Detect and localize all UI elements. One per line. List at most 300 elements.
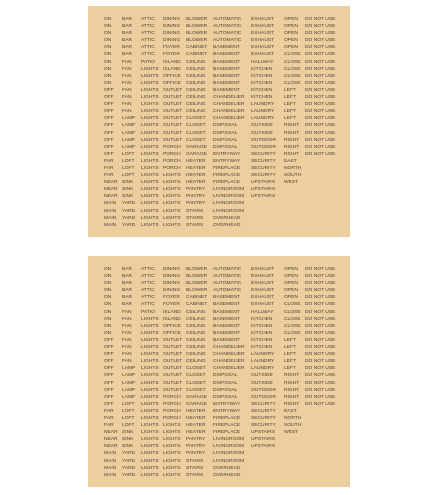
label-row (104, 408, 339, 415)
label-text: CABINET (186, 302, 208, 308)
label-text: DO NOT USE (305, 274, 336, 280)
label-text (284, 436, 305, 443)
label-text: DO NOT USE (305, 80, 336, 86)
label-text: ON (104, 281, 112, 287)
label-text: FIREPLACE (213, 423, 241, 429)
label-text: OFFICE (163, 80, 181, 86)
label-text: ISLAND (163, 59, 181, 65)
label-text: STAIRS (186, 465, 204, 471)
label-text: ATTIC (141, 281, 155, 287)
label-row (104, 23, 339, 30)
label-text: KITCHEN (251, 345, 273, 351)
label-text: GARAGE (186, 401, 207, 407)
label-text (305, 215, 339, 222)
label-row (104, 323, 339, 330)
label-text (305, 158, 339, 165)
label-text: CHANDELIER (213, 102, 245, 108)
label-text: FAR (104, 408, 114, 414)
label-row (104, 115, 339, 122)
label-text: YARD (122, 215, 136, 221)
label-text: YARD (122, 451, 136, 457)
label-row (104, 51, 339, 58)
label-text: OUTDOOR (251, 137, 276, 143)
label-text: CEILING (186, 352, 206, 358)
label-text: DO NOT USE (305, 373, 336, 379)
label-text: WEST (284, 180, 299, 186)
label-text: FOYER (163, 295, 180, 301)
label-text: YARD (122, 208, 136, 214)
label-text: DO NOT USE (305, 52, 336, 58)
label-text: OFF (104, 137, 114, 143)
label-text: FAR (104, 415, 114, 421)
label-text: ON (104, 17, 112, 22)
label-text: EAST (284, 158, 297, 164)
label-text: SINK (122, 180, 134, 186)
label-text: OPEN (284, 38, 298, 44)
label-text: EXHAUST (251, 267, 275, 272)
label-text: FAR (104, 165, 114, 171)
label-text: DINING (163, 274, 181, 280)
label-text: FAN (122, 330, 132, 336)
label-text: OPEN (284, 31, 298, 37)
label-text: LIVINGROOM (213, 187, 245, 193)
label-text: BAR (122, 17, 133, 22)
label-text: RIGHT (284, 130, 300, 136)
label-text (305, 465, 339, 472)
label-text: DO NOT USE (305, 137, 336, 143)
label-text: LIGHTS (141, 380, 159, 386)
label-text: YARD (122, 222, 136, 228)
label-text: LIGHTS (141, 194, 159, 200)
label-text: LIGHTS (141, 208, 159, 214)
label-text: DO NOT USE (305, 73, 336, 79)
label-text: LIGHTS (141, 137, 159, 143)
label-text: MAIN (104, 472, 117, 478)
label-text: OFF (104, 123, 114, 129)
label-text: BAR (122, 52, 133, 58)
label-text: EXHAUST (251, 24, 275, 30)
label-text: CEILING (186, 330, 206, 336)
label-text (305, 179, 339, 186)
label-text: BLOWER (186, 274, 208, 280)
label-text: OFF (104, 373, 114, 379)
label-text: ENTRYWAY (213, 158, 241, 164)
label-text: LIGHTS (141, 80, 159, 86)
label-text: KITCHEN (251, 66, 273, 72)
label-text: ON (104, 274, 112, 280)
label-row (104, 429, 339, 436)
label-text (305, 408, 339, 415)
label-text: SECURITY (251, 158, 276, 164)
label-text: KITCHEN (251, 87, 273, 93)
label-text: OFF (104, 387, 114, 393)
label-text: LIGHTS (141, 337, 159, 343)
label-text: LIVINGROOM (213, 451, 245, 457)
label-text: ON (104, 267, 112, 272)
label-text: NEAR (104, 430, 118, 436)
label-text: DO NOT USE (305, 87, 336, 93)
label-text: ON (104, 288, 112, 294)
label-text: CEILING (186, 309, 206, 315)
label-text: BLOWER (186, 267, 208, 272)
label-row (104, 215, 339, 222)
label-text: EXHAUST (251, 274, 275, 280)
label-text: ATTIC (141, 45, 155, 51)
label-text: LIVINGROOM (213, 208, 245, 214)
label-text: OPEN (284, 17, 298, 22)
label-text: LIVINGROOM (213, 437, 245, 443)
label-text: LIGHTS (163, 465, 181, 471)
label-text: STAIRS (186, 208, 204, 214)
label-text: OVERHEAD (213, 465, 241, 471)
label-text: EXHAUST (251, 295, 275, 301)
label-text: CLOSE (284, 66, 301, 72)
label-text: NEAR (104, 444, 118, 450)
label-text: SINK (122, 194, 134, 200)
label-text: OFF (104, 394, 114, 400)
label-text: OUTSIDE (251, 373, 273, 379)
label-text: CABINET (186, 45, 208, 51)
label-text: LAMP (122, 123, 136, 129)
label-text: DO NOT USE (305, 359, 336, 365)
label-text: LIGHTS (141, 73, 159, 79)
label-text: FIREPLACE (213, 173, 241, 179)
label-text: DO NOT USE (305, 316, 336, 322)
label-text: CABINET (186, 295, 208, 301)
label-text: BAR (122, 267, 133, 272)
label-text: RIGHT (284, 387, 300, 393)
label-text: ATTIC (141, 288, 155, 294)
label-row (104, 337, 339, 344)
label-row (104, 130, 339, 137)
label-text: DO NOT USE (305, 95, 336, 101)
label-text: OVERHEAD (213, 215, 241, 221)
label-text: FAR (104, 158, 114, 164)
label-text: PORCH (163, 408, 181, 414)
label-text: FAN (122, 316, 132, 322)
label-text: PORCH (163, 151, 181, 157)
label-row (104, 280, 339, 287)
label-text: AUTOMATIC (213, 24, 242, 30)
label-text: EXHAUST (251, 38, 275, 44)
label-text: HEATER (186, 430, 206, 436)
label-text: HEATER (186, 415, 206, 421)
label-text: CLOSET (186, 137, 206, 143)
label-row (104, 344, 339, 351)
label-text: FAR (104, 423, 114, 429)
label-text: CHANDELIER (213, 345, 245, 351)
label-text: NEAR (104, 437, 118, 443)
label-text: BAR (122, 302, 133, 308)
label-text: KITCHEN (251, 337, 273, 343)
label-text: DINING (163, 38, 181, 44)
label-text: CEILING (186, 59, 206, 65)
label-text: LEFT (284, 352, 296, 358)
label-text: OFF (104, 144, 114, 150)
label-text: CLOSE (284, 302, 301, 308)
label-text: ATTIC (141, 24, 155, 30)
label-row (104, 94, 339, 101)
label-text: AUTOMATIC (213, 281, 242, 287)
label-text: LIGHTS (141, 215, 159, 221)
label-text: LIGHTS (141, 387, 159, 393)
label-text: BASEMENT (213, 330, 240, 336)
label-row (104, 372, 339, 379)
label-text: OUTLET (163, 380, 183, 386)
label-text: SINK (122, 444, 134, 450)
label-text: EXHAUST (251, 281, 275, 287)
label-text: OFF (104, 102, 114, 108)
label-text: OUTDOOR (251, 394, 276, 400)
label-text: DO NOT USE (305, 38, 336, 44)
label-text: OUTLET (163, 137, 183, 143)
label-text: LIGHTS (141, 401, 159, 407)
label-row (104, 200, 339, 207)
label-text: NEAR (104, 180, 118, 186)
label-text: DO NOT USE (305, 302, 336, 308)
label-text: FAN (122, 359, 132, 365)
label-text (284, 472, 305, 479)
label-text: ATTIC (141, 274, 155, 280)
label-text: ON (104, 73, 112, 79)
label-text (284, 222, 305, 229)
label-text: OPEN (284, 281, 298, 287)
label-text: LAMP (122, 366, 136, 372)
label-text: SECURITY (251, 415, 276, 421)
label-text: LIGHTS (163, 430, 181, 436)
label-text (284, 193, 305, 200)
label-text: DO NOT USE (305, 151, 336, 157)
label-text: DO NOT USE (305, 380, 336, 386)
label-text: FAN (122, 102, 132, 108)
label-text: ON (104, 295, 112, 301)
label-text: KITCHEN (251, 316, 273, 322)
label-text: SINK (122, 430, 134, 436)
label-text: BLOWER (186, 31, 208, 37)
label-text (305, 165, 339, 172)
label-text: ATTIC (141, 267, 155, 272)
label-row (104, 137, 339, 144)
label-text: LIGHTS (141, 415, 159, 421)
label-text: LIGHTS (163, 180, 181, 186)
label-text: LOFT (122, 408, 135, 414)
label-row (104, 465, 339, 472)
label-text: CHANDELIER (213, 116, 245, 122)
label-row (104, 186, 339, 193)
label-text: BLOWER (186, 38, 208, 44)
label-text: LEFT (284, 87, 296, 93)
label-grid (104, 16, 339, 229)
label-text: LAMP (122, 144, 136, 150)
label-text: OFFICE (163, 323, 181, 329)
label-text: ON (104, 66, 112, 72)
label-text: OUTSIDE (251, 130, 273, 136)
label-text: OFFICE (163, 330, 181, 336)
label-text: DISPOSAL (213, 130, 238, 136)
label-text: RIGHT (284, 123, 300, 129)
label-text: DO NOT USE (305, 267, 336, 272)
label-text: LIGHTS (141, 366, 159, 372)
label-text: DO NOT USE (305, 330, 336, 336)
label-text: LIGHTS (163, 215, 181, 221)
label-text: CEILING (186, 73, 206, 79)
label-text (251, 472, 284, 479)
label-text: OUTLET (163, 109, 183, 115)
label-text (284, 200, 305, 207)
label-text: LIGHTS (163, 208, 181, 214)
label-text: SOUTH (284, 423, 302, 429)
label-text: MAIN (104, 465, 117, 471)
label-text: CHANDELIER (213, 366, 245, 372)
label-text: LAUNDRY (251, 102, 275, 108)
label-text: LEFT (284, 109, 296, 115)
label-row (104, 380, 339, 387)
label-text: FAN (122, 323, 132, 329)
label-text: BAR (122, 295, 133, 301)
label-text: AUTOMATIC (213, 31, 242, 37)
label-text: KITCHEN (251, 95, 273, 101)
label-row (104, 144, 339, 151)
label-text: DISPOSAL (213, 394, 238, 400)
label-text: DO NOT USE (305, 31, 336, 37)
label-text: DINING (163, 288, 181, 294)
label-text (251, 458, 284, 465)
label-text: LIVINGROOM (213, 201, 245, 207)
label-text: LEFT (284, 337, 296, 343)
label-text: FIREPLACE (213, 180, 241, 186)
label-text: AUTOMATIC (213, 17, 242, 22)
label-text: LAMP (122, 137, 136, 143)
label-text: BAR (122, 45, 133, 51)
label-text: PORCH (163, 165, 181, 171)
label-text: DO NOT USE (305, 130, 336, 136)
label-text: DO NOT USE (305, 66, 336, 72)
label-text (305, 208, 339, 215)
label-text: OUTLET (163, 387, 183, 393)
label-text: ATTIC (141, 295, 155, 301)
label-text: DO NOT USE (305, 401, 336, 407)
label-text: LIGHTS (141, 116, 159, 122)
label-text: LEFT (284, 366, 296, 372)
label-text: FAN (122, 95, 132, 101)
label-text: FAN (122, 80, 132, 86)
label-text: BLOWER (186, 17, 208, 22)
label-row (104, 66, 339, 73)
label-text (305, 436, 339, 443)
label-text: MAIN (104, 451, 117, 457)
label-row (104, 122, 339, 129)
label-text: ATTIC (141, 38, 155, 44)
label-row (104, 394, 339, 401)
label-text: BLOWER (186, 281, 208, 287)
label-text: FOYER (163, 302, 180, 308)
label-row (104, 266, 339, 273)
label-text: KITCHEN (251, 330, 273, 336)
label-text: CHANDELIER (213, 95, 245, 101)
label-text: BAR (122, 281, 133, 287)
label-text: UPSTAIRS (251, 437, 276, 443)
label-text: DO NOT USE (305, 394, 336, 400)
label-text: OPEN (284, 267, 298, 272)
label-text: PORCH (163, 415, 181, 421)
label-row (104, 179, 339, 186)
label-text: BASEMENT (213, 52, 240, 58)
label-text: LEFT (284, 102, 296, 108)
label-text: ON (104, 45, 112, 51)
label-row (104, 294, 339, 301)
label-text: BASEMENT (213, 45, 240, 51)
label-text (305, 415, 339, 422)
label-text (284, 458, 305, 465)
label-text: LAMP (122, 394, 136, 400)
label-text (284, 450, 305, 457)
label-text: KITCHEN (251, 323, 273, 329)
label-text: OPEN (284, 24, 298, 30)
label-text: FAN (122, 345, 132, 351)
label-text: SOUTH (284, 173, 302, 179)
label-text: DO NOT USE (305, 109, 336, 115)
label-text: OUTLET (163, 123, 183, 129)
label-text: OVERHEAD (213, 472, 241, 478)
label-text: DO NOT USE (305, 281, 336, 287)
label-row (104, 401, 339, 408)
label-text: LAMP (122, 373, 136, 379)
label-text: CLOSET (186, 373, 206, 379)
label-text: OUTLET (163, 366, 183, 372)
label-text: BASEMENT (213, 66, 240, 72)
label-text: CEILING (186, 359, 206, 365)
label-text: DO NOT USE (305, 123, 336, 129)
label-text: LIGHTS (163, 458, 181, 464)
label-text: LIGHTS (141, 408, 159, 414)
label-text: AUTOMATIC (213, 274, 242, 280)
label-text: ON (104, 330, 112, 336)
label-text: NORTH (284, 165, 302, 171)
label-text: PORCH (163, 158, 181, 164)
label-row (104, 436, 339, 443)
label-text: UPSTAIRS (251, 180, 276, 186)
label-text: LIGHTS (141, 437, 159, 443)
label-text: LOFT (122, 423, 135, 429)
label-text: ON (104, 52, 112, 58)
label-text: OPEN (284, 288, 298, 294)
label-text: DINING (163, 31, 181, 37)
label-text: LIVINGROOM (213, 444, 245, 450)
label-text: FOYER (163, 45, 180, 51)
label-text (251, 222, 284, 229)
label-text (305, 422, 339, 429)
label-text: BASEMENT (213, 87, 240, 93)
label-text: LAMP (122, 130, 136, 136)
label-text: FAN (122, 73, 132, 79)
label-text (305, 443, 339, 450)
label-row (104, 30, 339, 37)
label-row (104, 301, 339, 308)
label-text: CLOSE (284, 330, 301, 336)
label-text (305, 200, 339, 207)
label-row (104, 73, 339, 80)
label-text: ON (104, 309, 112, 315)
label-text: LEFT (284, 345, 296, 351)
label-text: EXHAUST (251, 17, 275, 22)
label-text: UPSTAIRS (251, 430, 276, 436)
label-row (104, 309, 339, 316)
label-text: CLOSE (284, 309, 301, 315)
label-text (284, 465, 305, 472)
label-text: BAR (122, 24, 133, 30)
label-text (251, 450, 284, 457)
label-row (104, 59, 339, 66)
